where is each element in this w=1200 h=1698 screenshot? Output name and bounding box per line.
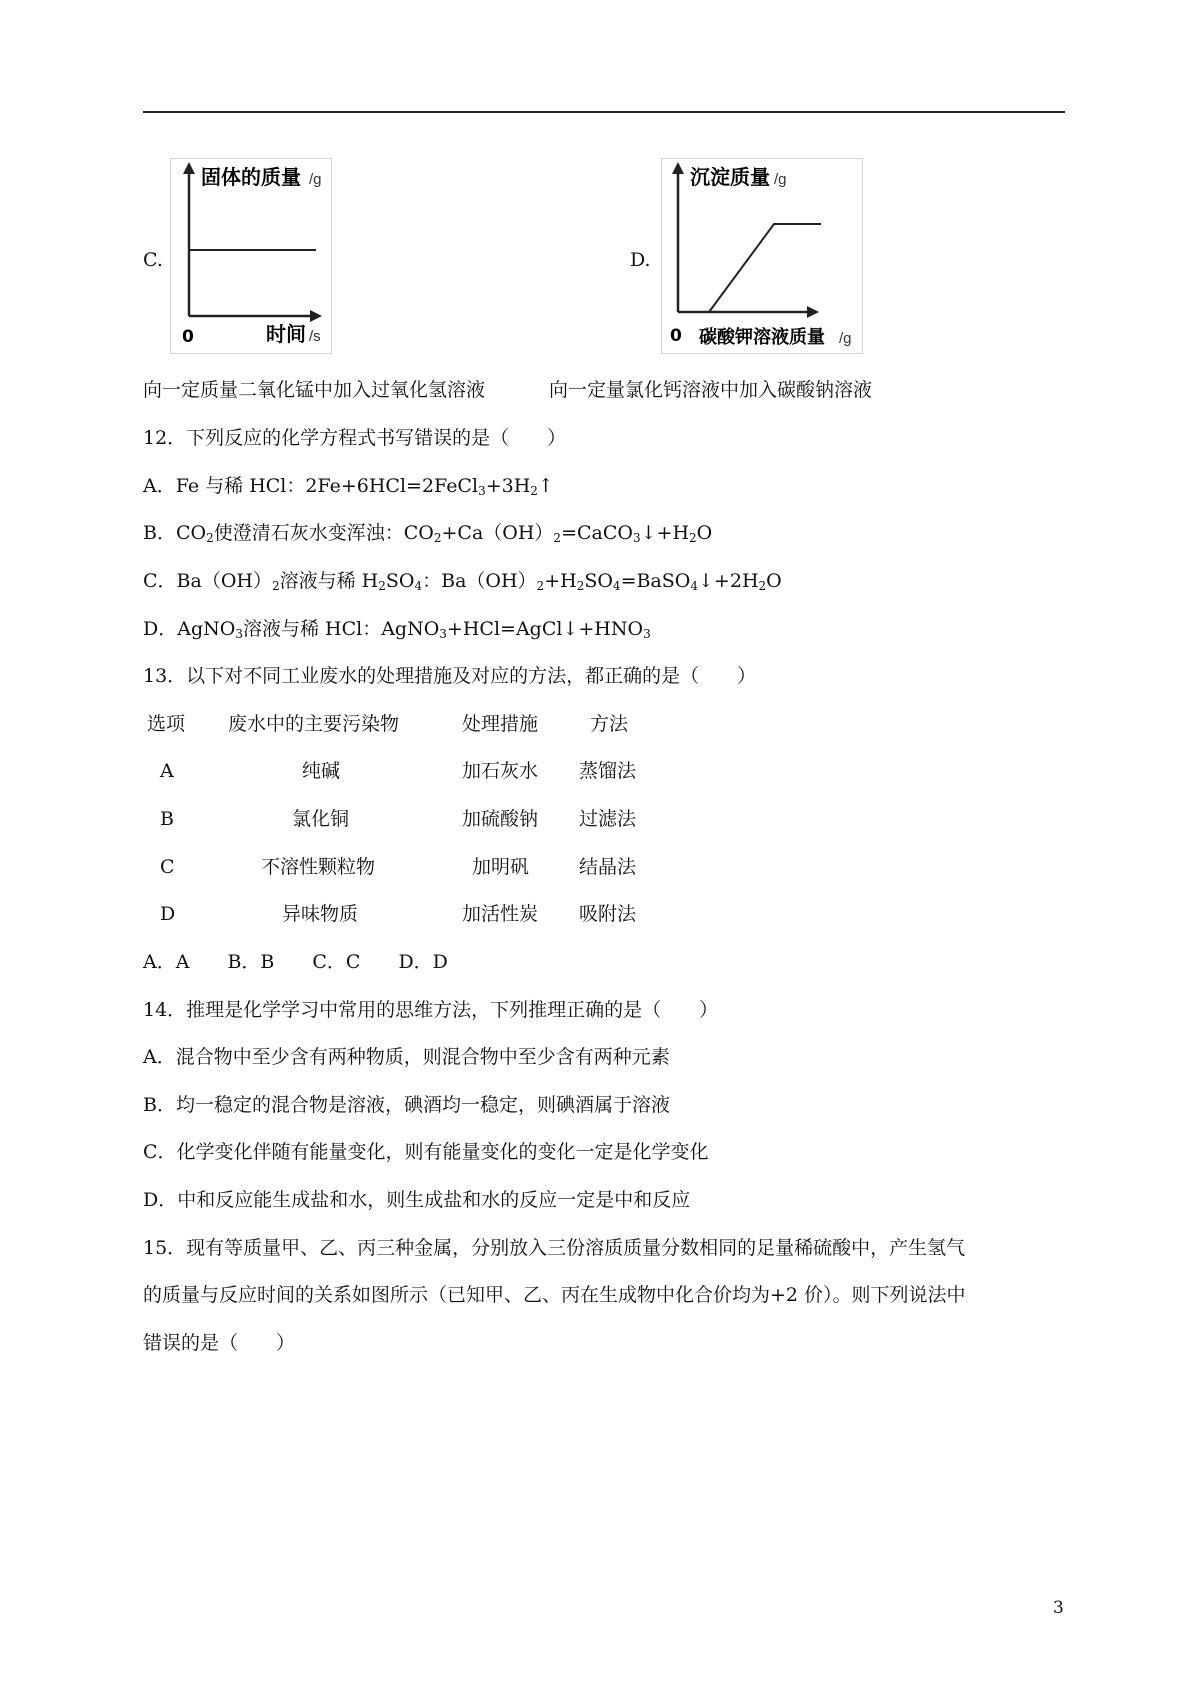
- q13-row-b-option: B: [160, 808, 174, 830]
- q13-row-a-method: 蒸馏法: [579, 760, 637, 782]
- caption-d: 向一定量氯化钙溶液中加入碳酸钠溶液: [549, 379, 873, 401]
- page-number: 3: [1053, 1598, 1064, 1618]
- figure-c-svg: [170, 158, 332, 354]
- figure-d-svg: [661, 158, 863, 354]
- figure-d-yunit: /g: [774, 171, 787, 188]
- q14-option-b: B．均一稳定的混合物是溶液，碘酒均一稳定，则碘酒属于溶液: [143, 1094, 670, 1116]
- figure-c-ylabel: 固体的质量: [201, 165, 301, 189]
- q15-line-2: 的质量与反应时间的关系如图所示（已知甲、乙、丙在生成物中化合价均为+2 价）。则下列说法中: [143, 1284, 966, 1306]
- figure-c: [170, 158, 332, 354]
- q13-row-a-pollutant: 纯碱: [302, 760, 341, 782]
- q13-row-b-measure: 加硫酸钠: [462, 808, 539, 830]
- q14-option-a: A．混合物中至少含有两种物质，则混合物中至少含有两种元素: [143, 1046, 670, 1068]
- q12-option-d: D．AgNO$_3$溶液与稀 HCl：$AgNO_3+HCl=AgCl↓+HNO_3$: [143, 618, 651, 641]
- q13-row-b-pollutant: 氯化铜: [292, 808, 350, 830]
- q13-row-d-pollutant: 异味物质: [282, 903, 359, 925]
- q13-row-a-measure: 加石灰水: [462, 760, 539, 782]
- q13-row-c-measure: 加明矾: [472, 856, 530, 878]
- q13-row-a-option: A: [160, 760, 174, 782]
- figure-d-ylabel: 沉淀质量: [690, 165, 770, 189]
- figure-d-xunit: /g: [839, 330, 852, 347]
- option-c-label: C.: [143, 249, 163, 271]
- option-d-label: D.: [630, 249, 651, 271]
- figure-c-xunit: /s: [309, 328, 321, 345]
- q13-row-d-measure: 加活性炭: [462, 903, 539, 925]
- q13-header-measure: 处理措施: [462, 713, 539, 735]
- q13-row-d-option: D: [160, 903, 176, 925]
- figure-c-yunit: /g: [309, 171, 322, 188]
- figure-d-origin: 0: [670, 326, 682, 346]
- q13-row-c-option: C: [160, 856, 175, 878]
- q12-option-b: B．$CO_2$使澄清石灰水变浑浊：$CO_2+Ca(OH)_2=CaCO_3↓+H_2O$: [143, 522, 713, 545]
- q13-row-d-method: 吸附法: [579, 903, 637, 925]
- q13-row-c-pollutant: 不溶性颗粒物: [261, 856, 376, 878]
- figure-d: [661, 158, 863, 354]
- q13-stem: 13．以下对不同工业废水的处理措施及对应的方法，都正确的是（ ）: [143, 665, 757, 687]
- q12-stem: 12．下列反应的化学方程式书写错误的是（ ）: [143, 427, 567, 449]
- header-rule: [143, 111, 1065, 113]
- q14-stem: 14．推理是化学学习中常用的思维方法，下列推理正确的是（ ）: [143, 999, 719, 1021]
- q13-header-pollutant: 废水中的主要污染物: [228, 713, 400, 735]
- q14-option-d: D．中和反应能生成盐和水，则生成盐和水的反应一定是中和反应: [143, 1189, 691, 1211]
- figure-d-xlabel: 碳酸钾溶液质量: [699, 327, 825, 348]
- caption-c: 向一定质量二氧化锰中加入过氧化氢溶液: [143, 379, 486, 401]
- q13-row-c-method: 结晶法: [579, 856, 637, 878]
- q12-option-a: A．Fe 与稀 HCl：$2Fe+6HCl=2FeCl_3+3H_2↑$: [143, 475, 554, 498]
- q15-line-3: 错误的是（ ）: [143, 1332, 296, 1354]
- q13-row-b-method: 过滤法: [579, 808, 637, 830]
- figure-c-origin: 0: [182, 327, 194, 347]
- q15-line-1: 15．现有等质量甲、乙、丙三种金属，分别放入三份溶质质量分数相同的足量稀硫酸中，产生氢气: [143, 1237, 966, 1259]
- q14-option-c: C．化学变化伴随有能量变化，则有能量变化的变化一定是化学变化: [143, 1141, 709, 1163]
- q13-options: A．A B．B C．C D．D: [143, 951, 448, 973]
- q13-header-method: 方法: [590, 713, 629, 735]
- q13-header-option: 选项: [147, 713, 186, 735]
- q12-option-c: C．$Ba(OH)_2$溶液与稀 $H_2SO_4$：$Ba(OH)_2+H_2SO_4=BaSO_4↓+2H_2O$: [143, 570, 782, 593]
- figure-c-xlabel: 时间: [266, 322, 306, 346]
